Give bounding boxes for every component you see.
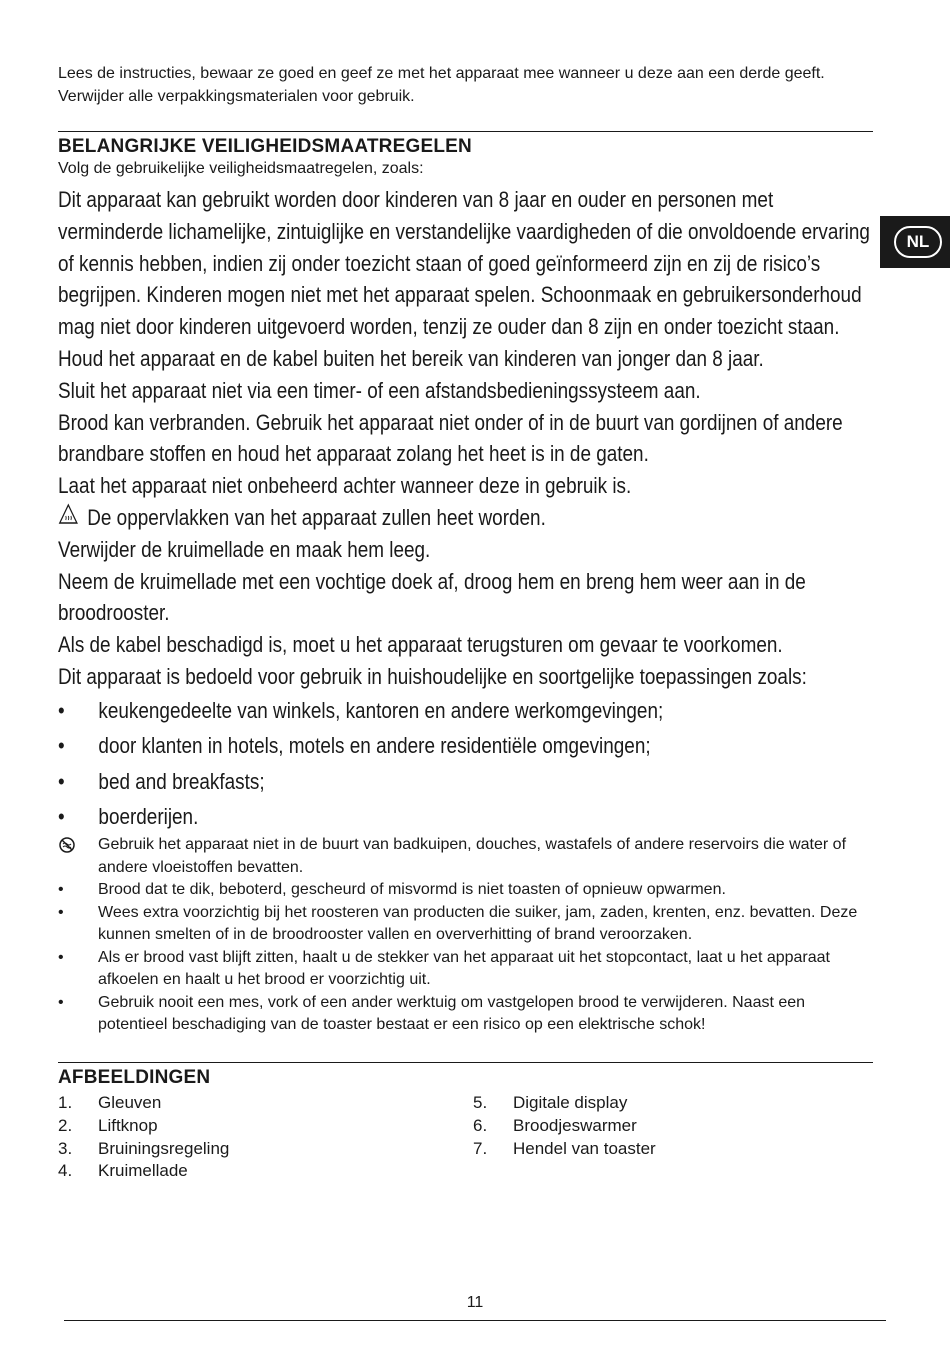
safety-title: BELANGRIJKE VEILIGHEIDSMAATREGELEN (58, 136, 472, 157)
hot-surface-warning-icon (58, 502, 80, 534)
list-item: 5. Digitale display (473, 1093, 628, 1112)
hot-warning (58, 502, 884, 534)
safety-paragraph: Sluit het apparaat niet via een timer- of een afstandsbedieningssysteem aan. (58, 377, 701, 403)
list-item: • Wees extra voorzichtig bij het roosteren van producten die suiker, jam, zaden, krenten, enz. bevatten. Deze kunnen smelten of in de broodrooster vallen en oververhitting of brand veroorzaken. (58, 903, 858, 943)
safety-paragraph: Brood kan verbranden. Gebruik het apparaat niet onder of in de buurt van gordijnen of andere brandbare stoffen en houd het apparaat zolang het heet is in de gaten. (58, 409, 843, 467)
list-item: Gebruik het apparaat niet in de buurt van badkuipen, douches, wastafels of andere reservoirs die water of andere vloeistoffen bevatten. (58, 834, 878, 879)
footer-rule (64, 1320, 886, 1321)
list-item: 6. Broodjeswarmer (473, 1115, 637, 1135)
list-item: 3. Bruiningsregeling (58, 1138, 230, 1158)
intro-text: Lees de instructies, bewaar ze goed en geef ze met het apparaat mee wanneer u deze aan een derde geeft. Verwijder alle verpakkingsmaterialen voor gebruik. (58, 65, 825, 105)
list-item: 7. Hendel van toaster (473, 1138, 656, 1158)
list-item: • Brood dat te dik, beboterd, gescheurd of misvormd is niet toasten of opnieuw opwarmen. (58, 881, 726, 898)
section-rule (58, 131, 873, 132)
list-item: • bed and breakfasts; (58, 768, 265, 794)
list-item: • door klanten in hotels, motels en andere residentiële omgevingen; (58, 733, 651, 759)
safety-paragraph: Als de kabel beschadigd is, moet u het apparaat terugsturen om gevaar te voorkomen. (58, 632, 783, 658)
list-item: • Gebruik nooit een mes, vork of een ander werktuig om vastgelopen brood te verwijderen. Naast een potentieel beschadiging van de toaster bestaat er een risico op een elektrische schok! (58, 993, 806, 1033)
page-number: 11 (466, 1294, 484, 1311)
safety-paragraph: Dit apparaat is bedoeld voor gebruik in huishoudelijke en soortgelijke toepassingen zoals: (58, 663, 807, 689)
list-item: 1. Gleuven (58, 1093, 162, 1112)
language-label: NL (894, 226, 942, 258)
language-tab (880, 216, 950, 268)
warning-list (58, 834, 878, 1037)
section-rule (58, 1062, 873, 1063)
list-item: 4. Kruimellade (58, 1161, 188, 1181)
safety-paragraph: Neem de kruimellade met een vochtige doek af, droog hem en breng hem weer aan in de broodrooster. (58, 568, 806, 626)
figures-list-right (473, 1092, 656, 1160)
safety-subtitle: Volg de gebruikelijke veiligheidsmaatregelen, zoals: (58, 160, 424, 177)
figures-list-left (58, 1092, 229, 1183)
safety-paragraph: Verwijder de kruimellade en maak hem leeg. (58, 536, 431, 562)
safety-paragraph: Dit apparaat kan gebruikt worden door kinderen van 8 jaar en ouder en personen met verminderde lichamelijke, zintuiglijke en verstandelijke vaardigheden of die onvoldoende ervaring of kennis hebben, indien zij onder toezicht staan of goed geïnformeerd zijn en zij de risico’s begrijpen. Kinderen mogen niet met het apparaat spelen. Schoonmaak en gebruikersonderhoud mag niet door kinderen uitgevoerd worden, tenzij ze ouder dan 8 zijn en onder toezicht staan. Houd het apparaat en de kabel buiten het bereik van kinderen van jonger dan 8 jaar. (58, 187, 870, 371)
list-item: • Als er brood vast blijft zitten, haalt u de stekker van het apparaat uit het stopcontact, laat u het apparaat afkoelen en haalt u het brood er voorzichtig uit. (58, 948, 830, 988)
list-item: • boerderijen. (58, 804, 199, 830)
list-item: 2. Liftknop (58, 1115, 158, 1135)
safety-paragraph: Laat het apparaat niet onbeheerd achter wanneer deze in gebruik is. (58, 473, 632, 499)
safety-body (58, 184, 884, 835)
figures-title: AFBEELDINGEN (58, 1067, 211, 1088)
list-item: • keukengedeelte van winkels, kantoren en andere werkomgevingen; (58, 697, 664, 723)
no-water-icon (58, 834, 98, 879)
hot-warning-text: De oppervlakken van het apparaat zullen heet worden. (87, 504, 546, 530)
